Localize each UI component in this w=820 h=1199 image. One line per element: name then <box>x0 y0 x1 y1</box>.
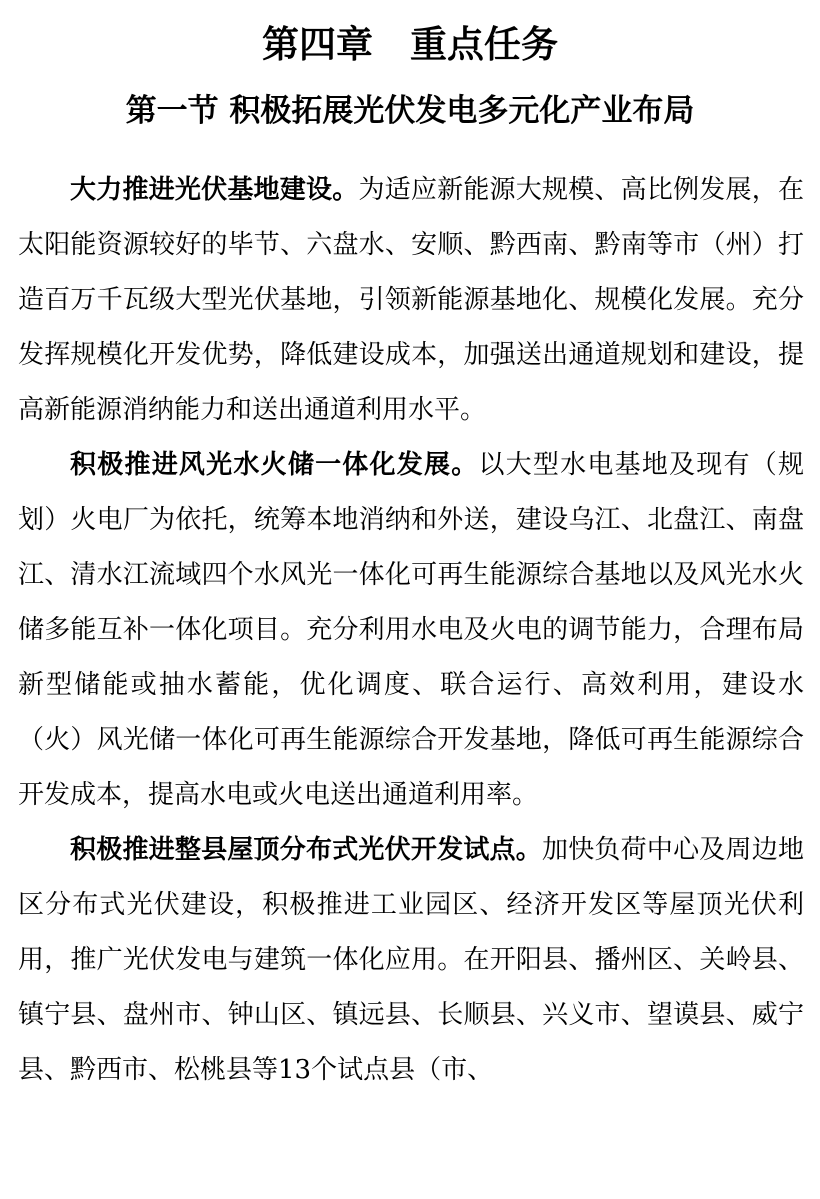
body-text <box>18 163 804 1098</box>
paragraph-solar-base <box>18 163 804 438</box>
paragraph-rooftop-pilot <box>18 823 804 1098</box>
section-title: 第一节 积极拓展光伏发电多元化产业布局 <box>125 93 695 129</box>
paragraph-lead: 积极推进整县屋顶分布式光伏开发试点。 <box>70 835 542 865</box>
paragraph-text: 为适应新能源大规模、高比例发展，在太阳能资源较好的毕节、六盘水、安顺、黔西南、黔南等市（州）打造百万千瓦级大型光伏基地，引领新能源基地化、规模化发展。充分发挥规模化开发优势，降低建设成本，加强送出通道规划和建设，提高新能源消纳能力和送出通道利用水平。 <box>18 175 804 425</box>
paragraph-text: 加快负荷中心及周边地区分布式光伏建设，积极推进工业园区、经济开发区等屋顶光伏利用，推广光伏发电与建筑一体化应用。在开阳县、播州区、关岭县、镇宁县、盘州市、钟山区、镇远县、长顺县、兴义市、望谟县、威宁县、黔西市、松桃县等13个试点县（市、 <box>18 835 804 1085</box>
paragraph-text: 以大型水电基地及现有（规划）火电厂为依托，统筹本地消纳和外送，建设乌江、北盘江、南盘江、清水江流域四个水风光一体化可再生能源综合基地以及风光水火储多能互补一体化项目。充分利用水电及火电的调节能力，合理布局新型储能或抽水蓄能，优化调度、联合运行、高效利用，建设水（火）风光储一体化可再生能源综合开发基地，降低可再生能源综合开发成本，提高水电或火电送出通道利用率。 <box>18 450 804 810</box>
paragraph-lead: 大力推进光伏基地建设。 <box>70 175 359 205</box>
chapter-title: 第四章 重点任务 <box>262 22 558 66</box>
paragraph-lead: 积极推进风光水火储一体化发展。 <box>70 450 479 480</box>
paragraph-integrated-development <box>18 438 804 823</box>
